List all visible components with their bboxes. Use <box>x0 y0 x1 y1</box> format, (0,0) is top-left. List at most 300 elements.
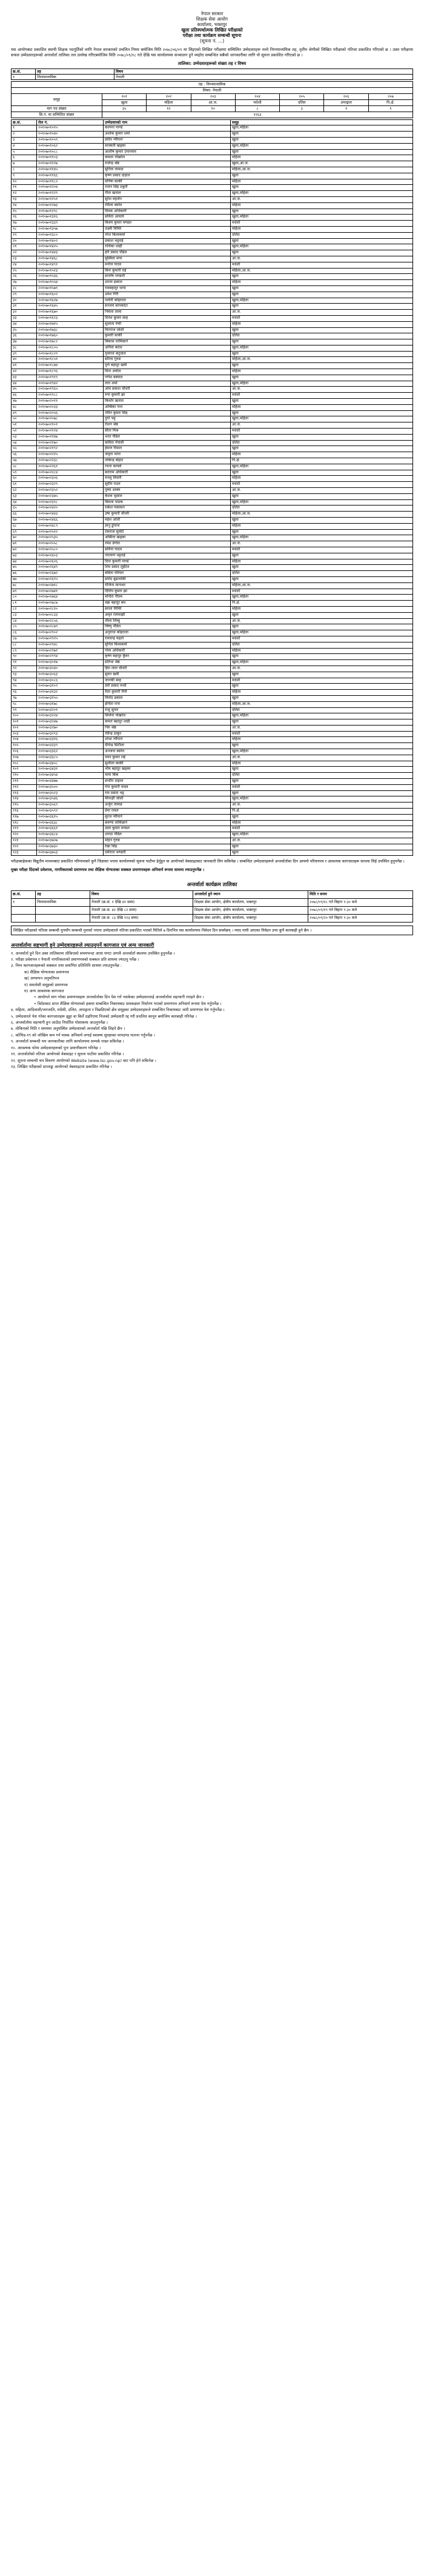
table-row <box>12 268 413 274</box>
row-group: दलित <box>231 506 413 512</box>
row-name: मन्दिरा गौतम <box>104 595 231 601</box>
row-group: खुला <box>231 654 413 660</box>
row-group: मधेशी <box>231 731 413 737</box>
row-name: बबिता परियार <box>104 571 231 577</box>
table-row <box>12 695 413 701</box>
row-sn: ३४ <box>12 321 37 327</box>
row-roll: २०१०७०२२१५ <box>37 452 104 458</box>
row-name: अम्बिका पन्त <box>104 404 231 410</box>
row-name: सरिता गुरुङ <box>104 357 231 363</box>
row-sn: ३७ <box>12 339 37 345</box>
row-roll: २०१०७०२२३८ <box>37 458 104 464</box>
row-name: सुजाता रेग्मी <box>104 321 231 327</box>
rule-item: १. अन्तर्वार्ता हुने दिन उक्त तालिकामा तोकिएको समयभन्दा आधा घण्टा अगावै अन्तर्वार्ता स्थलमा उपस्थित हुनुपर्नेछ । <box>11 950 175 956</box>
schedule-cell: नेपाली (क्र.सं. १ देखि ४१ सम्म) <box>90 898 193 906</box>
table-row <box>12 327 413 333</box>
row-group: महिला,आ.ज. <box>231 582 413 589</box>
row-group: पि.क्षे. <box>231 809 413 815</box>
row-name: अनिता बराल <box>104 345 231 351</box>
row-group: मधेशी <box>231 826 413 832</box>
row-group: खुला <box>231 132 413 138</box>
row-roll: २०१०७०१०५९ <box>37 138 104 144</box>
row-sn: १२१ <box>12 838 37 844</box>
row-name: पवन कुमार राई <box>104 755 231 761</box>
row-name: इन्दिरा राना <box>104 701 231 707</box>
row-sn: ७५ <box>12 565 37 571</box>
row-roll: २०१०७०३४५४ <box>37 773 104 779</box>
row-sn: ११६ <box>12 809 37 815</box>
t1-sn: १ <box>12 75 36 80</box>
category-col: दलित <box>280 100 324 106</box>
row-sn: १०२ <box>12 725 37 731</box>
row-name: सन्तोष भण्डारी <box>104 274 231 280</box>
table-row <box>12 565 413 571</box>
row-roll: २०१०७०२५८० <box>37 547 104 553</box>
row-sn: ५२ <box>12 429 37 435</box>
row-name: प्रकाश भट्टराई <box>104 238 231 244</box>
row-group: महिला <box>231 523 413 529</box>
row-name: बिकास लामिछाने <box>104 339 231 345</box>
row-name: सरस्वती खड्का <box>104 143 231 149</box>
row-roll: २०१०७०१२७३ <box>37 202 104 209</box>
row-group: आ.ज. <box>231 196 413 202</box>
table-row <box>12 226 413 232</box>
row-sn: १०४ <box>12 737 37 743</box>
category-code: २०३ <box>191 94 235 100</box>
row-group: मधेशी <box>231 221 413 227</box>
row-roll: २०१०७०३०१७ <box>37 660 104 666</box>
table-row <box>12 238 413 244</box>
row-roll: २०१०७०२८१० <box>37 606 104 612</box>
schedule-header: क्र.सं. <box>12 890 36 898</box>
row-sn: ७८ <box>12 582 37 589</box>
row-sn: ११८ <box>12 820 37 826</box>
table-row <box>12 292 413 298</box>
table-row <box>12 196 413 202</box>
row-name: उषा कुमारी चौधरी <box>104 512 231 518</box>
row-name: पूर्ण बहादुर खत्री <box>104 363 231 369</box>
notice-header <box>11 11 413 44</box>
table-row <box>12 506 413 512</box>
row-group: महिला <box>231 179 413 185</box>
row-sn: १११ <box>12 779 37 785</box>
row-roll: २०१०७०३२४७ <box>37 719 104 726</box>
row-name: रोशन श्रेष्ठ <box>104 422 231 429</box>
table-row <box>12 743 413 749</box>
row-roll: २०१०७०२७६४ <box>37 595 104 601</box>
category-row1-value: ८ <box>235 106 279 112</box>
row-roll: २०१०७०१४६८ <box>37 256 104 262</box>
category-col: खुला <box>102 100 147 106</box>
row-sn: ८४ <box>12 618 37 624</box>
row-name: जमुना थापा <box>104 452 231 458</box>
row-roll: २०१०७०११८२ <box>37 179 104 185</box>
row-name: सीता मिश्र <box>104 429 231 435</box>
row-name: सञ्जय सापकोटा <box>104 304 231 310</box>
row-roll: २०१०७०२१९२ <box>37 446 104 452</box>
row-roll: २०१०७०१२२९ <box>37 191 104 197</box>
row-group: महिला <box>231 476 413 482</box>
row-roll: २०१०७०२६२६ <box>37 559 104 565</box>
row-sn: ७३ <box>12 553 37 559</box>
interview-rules <box>11 943 413 1070</box>
category-row1-value: १० <box>191 106 235 112</box>
table-row <box>12 529 413 535</box>
row-sn: ९३ <box>12 672 37 678</box>
row-sn: ८७ <box>12 636 37 642</box>
row-group: महिला <box>231 820 413 826</box>
row-name: बिना कुमारी राई <box>104 268 231 274</box>
row-roll: २०१०७०१६९३ <box>37 315 104 321</box>
row-roll: २०१०७०१५५४ <box>37 280 104 286</box>
row-group: खुला <box>231 304 413 310</box>
category-code: २०२ <box>147 94 191 100</box>
row-group: खुला <box>231 844 413 850</box>
table-row <box>12 429 413 435</box>
row-group: खुला <box>231 612 413 618</box>
row-roll: २०१०७०१२५१ <box>37 196 104 202</box>
table-row <box>12 422 413 429</box>
row-sn: १०८ <box>12 761 37 767</box>
row-sn: ६७ <box>12 518 37 524</box>
header-line-3: कार्यालय, भक्तपुर <box>197 22 227 27</box>
row-name: उमेश गिरी <box>104 292 231 298</box>
row-roll: २०१०७०३६८४ <box>37 832 104 838</box>
row-sn: २ <box>12 132 37 138</box>
table-row <box>12 173 413 179</box>
table-row <box>12 790 413 796</box>
table-row <box>12 298 413 304</box>
rule-item: क) शैक्षिक योग्यताका प्रमाणपत्र <box>24 969 69 975</box>
row-group: खुला,महिला <box>231 215 413 221</box>
table-row <box>12 488 413 494</box>
schedule-cell: २०७८/०९/२० गते बिहान ९:३० बजे <box>308 914 413 922</box>
row-roll: २०१०७०२१७० <box>37 440 104 446</box>
row-name: बिमला पाठक <box>104 499 231 506</box>
table-row <box>12 826 413 832</box>
rules-list <box>11 951 413 1070</box>
table-row <box>12 761 413 767</box>
row-roll: २०१०७०२१४७ <box>37 434 104 440</box>
row-group: खुला <box>231 814 413 820</box>
row-sn: ८५ <box>12 624 37 630</box>
schedule-cell <box>36 914 90 922</box>
row-sn: ४२ <box>12 369 37 375</box>
row-group: खुला <box>231 767 413 773</box>
table-row <box>12 636 413 642</box>
row-sn: ३५ <box>12 327 37 333</box>
row-group: मधेशी <box>231 429 413 435</box>
row-sn: २५ <box>12 268 37 274</box>
t1-header-sn: क्र.सं. <box>12 69 36 75</box>
row-roll: २०१०७०१८५१ <box>37 357 104 363</box>
rule-item: ७. तोकिएको मिति र समयमा अनुपस्थित उम्मेदवारको अन्तर्वार्ता पछि लिइने छैन । <box>11 1026 125 1032</box>
row-sn: ८९ <box>12 648 37 654</box>
table-row <box>12 648 413 654</box>
row-name: दिपा कुमारी पाण्डे <box>104 559 231 565</box>
row-group: पि.क्षे. <box>231 458 413 464</box>
table-row <box>12 802 413 809</box>
row-name: प्रमोद बुढाथोकी <box>104 576 231 582</box>
row-group: मधेशी <box>231 315 413 321</box>
schedule-cell: २०७८/०९/१८ गते बिहान ९:३० बजे <box>308 898 413 906</box>
category-code: २०६ <box>324 94 368 100</box>
row-sn: ५४ <box>12 440 37 446</box>
table-row <box>12 215 413 221</box>
row-group: आ.ज. <box>231 802 413 809</box>
row-roll: २०१०७०३४०८ <box>37 761 104 767</box>
table-row <box>12 416 413 422</box>
row-sn: ६२ <box>12 488 37 494</box>
table-row <box>12 446 413 452</box>
table-row <box>12 618 413 624</box>
row-roll: २०१०७०१९८८ <box>37 393 104 399</box>
row-name: शिव प्रसाद लुइँटेल <box>104 565 231 571</box>
row-roll: २०१०७०१४२५ <box>37 244 104 250</box>
rule-item: ४. महिला, आदिवासी/जनजाति, मधेशी, दलित, अपाङ्गता र पिछडिएको क्षेत्र समूहका उम्मेदवारहरूले सम्बन्धित निकायबाट जारी प्रमाणपत्र पेश गर्नुपर्नेछ । <box>11 1007 225 1013</box>
row-group: खुला,महिला <box>231 345 413 351</box>
category-subject: विषय: नेपाली <box>12 88 413 94</box>
grievance-note: लिखित परीक्षाको नतिजा सम्बन्धी पुनर्योग सम्बन्धी गुनासो भएमा उम्मेदवारले नतिजा प्रकाशित भएको मितिले ७ दिनभित्र यस कार्यालयमा निवेदन दिन सक्नेछन् । म्याद नाघी आएका निवेदन उपर कुनै कारबाही हुने छैन । <box>11 926 413 936</box>
row-group: पि.क्षे. <box>231 601 413 607</box>
row-sn: ८१ <box>12 601 37 607</box>
table-row <box>12 684 413 690</box>
row-name: सिर्जना पोखरेल <box>104 713 231 719</box>
row-name: भीम बहादुर खड्का <box>104 767 231 773</box>
table-row <box>12 707 413 713</box>
row-roll: २०१०७०१७८२ <box>37 339 104 345</box>
row-sn: १०० <box>12 713 37 719</box>
row-name: राजु सुनार <box>104 707 231 713</box>
row-group: खुला <box>231 470 413 476</box>
row-name: बलराम अधिकारी <box>104 470 231 476</box>
table-row <box>12 767 413 773</box>
row-name: बिजय कुमार मण्डल <box>104 221 231 227</box>
row-group: खुला,महिला <box>231 143 413 149</box>
row-group: खुला <box>231 285 413 292</box>
table-row <box>12 125 413 132</box>
row-name: ज्ञानु ढुंगाना <box>104 523 231 529</box>
row-roll: २०१०७०१८७४ <box>37 363 104 369</box>
row-roll: २०१०७०३२२४ <box>37 713 104 719</box>
table-row <box>12 232 413 238</box>
row-group: खुला <box>231 399 413 405</box>
t1-subject: नेपाली <box>114 75 413 80</box>
table-row <box>12 731 413 737</box>
row-roll: २०१०७०२३९८ <box>37 499 104 506</box>
row-roll: २०१०७०३४७७ <box>37 779 104 785</box>
row-roll: २०१०७०१९६५ <box>37 387 104 393</box>
row-roll: २०१०७०३६३८ <box>37 820 104 826</box>
row-roll: २०१०७०३५६९ <box>37 802 104 809</box>
row-sn: ५ <box>12 149 37 155</box>
row-roll: २०१०७०२०५६ <box>37 410 104 416</box>
row-group: दलित <box>231 707 413 713</box>
row-sn: ११५ <box>12 802 37 809</box>
row-sn: १५ <box>12 209 37 215</box>
row-name: प्रदिप न्यौपाने <box>104 138 231 144</box>
table-row <box>12 612 413 618</box>
row-roll: २०१०७०२४८९ <box>37 523 104 529</box>
row-sn: २२ <box>12 250 37 256</box>
row-name: कृष्ण प्रसाद दाहाल <box>104 173 231 179</box>
row-group: आ.ज. <box>231 310 413 316</box>
row-sn: ४६ <box>12 393 37 399</box>
table-row <box>12 434 413 440</box>
row-group: महिला <box>231 452 413 458</box>
schedule-header: तह <box>36 890 90 898</box>
row-roll: २०१०७०२६०३ <box>37 553 104 559</box>
row-name: सुमन खत्री <box>104 672 231 678</box>
row-name: पार्वती कोइराला <box>104 298 231 304</box>
t1-header-subject: विषय <box>114 69 413 75</box>
row-name: नारायण भट्टराई <box>104 553 231 559</box>
row-sn: २७ <box>12 280 37 286</box>
results-header-name: उम्मेदवारको नाम <box>104 120 231 125</box>
row-group: मधेशी <box>231 262 413 268</box>
row-name: पुष्पा शाक्य <box>104 488 231 494</box>
row-sn: ९ <box>12 173 37 179</box>
table-row <box>12 167 413 173</box>
row-sn: २६ <box>12 274 37 280</box>
row-roll: २०१०७०३५९२ <box>37 809 104 815</box>
row-name: अमृत रायमाझी <box>104 612 231 618</box>
row-name: सुदीप राउत <box>104 482 231 488</box>
table-row <box>12 363 413 369</box>
row-roll: २०१०७०१९१९ <box>37 375 104 381</box>
table-row <box>12 784 413 790</box>
row-group: आ.ज. <box>231 387 413 393</box>
row-group: खुला,महिला <box>231 244 413 250</box>
row-sn: ४५ <box>12 387 37 393</box>
results-header-group: समूह <box>231 120 413 125</box>
table-row <box>12 404 413 410</box>
row-name: दिनेश कुमार साह <box>104 315 231 321</box>
row-group: खुला,महिला <box>231 125 413 132</box>
schedule-header: विषय <box>90 890 193 898</box>
category-row1-value: १२ <box>147 106 191 112</box>
row-sn: १० <box>12 179 37 185</box>
row-name: सविना यादव <box>104 547 231 553</box>
table-row <box>12 654 413 660</box>
row-sn: ९६ <box>12 690 37 696</box>
row-name: तारा शर्मा <box>104 381 231 387</box>
row-group: खुला <box>231 684 413 690</box>
row-name: हिरा लाल चौधरी <box>104 666 231 672</box>
row-roll: २०१०७०१७१५ <box>37 321 104 327</box>
schedule-cell: नेपाली (क्र.सं. ४२ देखि ८२ सम्म) <box>90 906 193 914</box>
row-roll: २०१०७०१३३९ <box>37 221 104 227</box>
row-name: युवराज कटुवाल <box>104 351 231 357</box>
row-roll: २०१०७०३१३२ <box>37 690 104 696</box>
rule-item: ५. उम्मेदवारले पेश गरेका कागजातहरू झुट्टा वा किर्ते ठहरिएमा निजको उम्मेदवारी रद्द गरी प्रचलित कानून बमोजिम कारबाही गरिनेछ । <box>11 1013 197 1019</box>
row-name: सविता आचार्य <box>104 215 231 221</box>
row-group: मधेशी <box>231 547 413 553</box>
row-sn: १२३ <box>12 850 37 856</box>
row-roll: २०१०७०१४४३ <box>37 250 104 256</box>
level-subject-table <box>11 68 413 80</box>
row-name: राजेन्द्र श्रेष्ठ <box>104 161 231 167</box>
row-roll: २०१०७०२३७५ <box>37 493 104 499</box>
row-group: खुला <box>231 576 413 582</box>
row-group: महिला,आ.ज. <box>231 167 413 173</box>
row-name: कल्पना पाण्डे <box>104 125 231 132</box>
row-roll: २०१०७०३१०९ <box>37 684 104 690</box>
row-sn: ११९ <box>12 826 37 832</box>
table-row <box>12 179 413 185</box>
row-roll: २०१०७०३६१५ <box>37 814 104 820</box>
table-row <box>12 262 413 268</box>
row-sn: १७ <box>12 221 37 227</box>
row-roll: २०१०७०३७०७ <box>37 838 104 844</box>
row-group: मधेशी <box>231 589 413 595</box>
row-name: कविता नेपाली <box>104 440 231 446</box>
table-row <box>12 387 413 393</box>
category-row2-value: १२६३ <box>102 112 413 118</box>
row-sn: ११ <box>12 185 37 191</box>
table-row <box>12 755 413 761</box>
row-group: खुला <box>231 238 413 244</box>
row-sn: ८२ <box>12 606 37 612</box>
table-row <box>12 161 413 167</box>
row-sn: ३३ <box>12 315 37 321</box>
table-row <box>12 642 413 648</box>
row-sn: २४ <box>12 262 37 268</box>
row-sn: ७४ <box>12 559 37 565</box>
row-name: हरि प्रसाद पौडेल <box>104 250 231 256</box>
row-name: महेश ओली <box>104 518 231 524</box>
row-group: खुला <box>231 410 413 416</box>
table-row <box>12 185 413 191</box>
rule-item: ६. अन्तर्वार्तामा सहभागी हुन आउँदा निर्धारित पोशाकमा आउनुपर्नेछ । <box>11 1020 108 1026</box>
row-roll: २०१०७०१३८० <box>37 232 104 238</box>
row-roll: २०१०७०२६७२ <box>37 571 104 577</box>
table-row <box>12 535 413 541</box>
rule-item: ९. अन्तर्वार्ता सम्बन्धी थप जानकारीका लागि कार्यालयमा सम्पर्क राख्न सकिनेछ । <box>11 1039 124 1044</box>
row-group: आ.ज. <box>231 541 413 547</box>
row-roll: २०१०७०१२९८ <box>37 209 104 215</box>
row-group: मधेशी <box>231 784 413 790</box>
table-row <box>12 832 413 838</box>
row-name: मोहन गुरुङ <box>104 838 231 844</box>
row-group: महिला <box>231 761 413 767</box>
row-name: अशोक कुमार शर्मा <box>104 132 231 138</box>
table-row <box>12 132 413 138</box>
row-name: चक्र बहादुर बम <box>104 601 231 607</box>
schedule-cell: १ <box>12 898 36 906</box>
row-group: खुला <box>231 518 413 524</box>
row-name: रामबहादुर थापा <box>104 285 231 292</box>
row-sn: १०३ <box>12 731 37 737</box>
row-group: खुला <box>231 850 413 856</box>
row-group: आ.ज. <box>231 422 413 429</box>
row-name: दीपेन्द्र सिटौला <box>104 743 231 749</box>
row-name: राजन सिंह ठकुरी <box>104 185 231 191</box>
row-sn: १४ <box>12 202 37 209</box>
table-row <box>12 476 413 482</box>
row-name: सुरेश महर्जन <box>104 196 231 202</box>
row-name: केशव भुसाल <box>104 493 231 499</box>
row-sn: ७२ <box>12 547 37 553</box>
table-row <box>12 452 413 458</box>
row-group: आ.ज. <box>231 256 413 262</box>
row-name: करुणा लामिछाने <box>104 820 231 826</box>
table-row <box>12 285 413 292</box>
row-sn: १०१ <box>12 719 37 726</box>
row-name: आशीष कुमार उपाध्याय <box>104 149 231 155</box>
row-sn: १ <box>12 125 37 132</box>
schedule-header: मिति र समय <box>308 890 413 898</box>
